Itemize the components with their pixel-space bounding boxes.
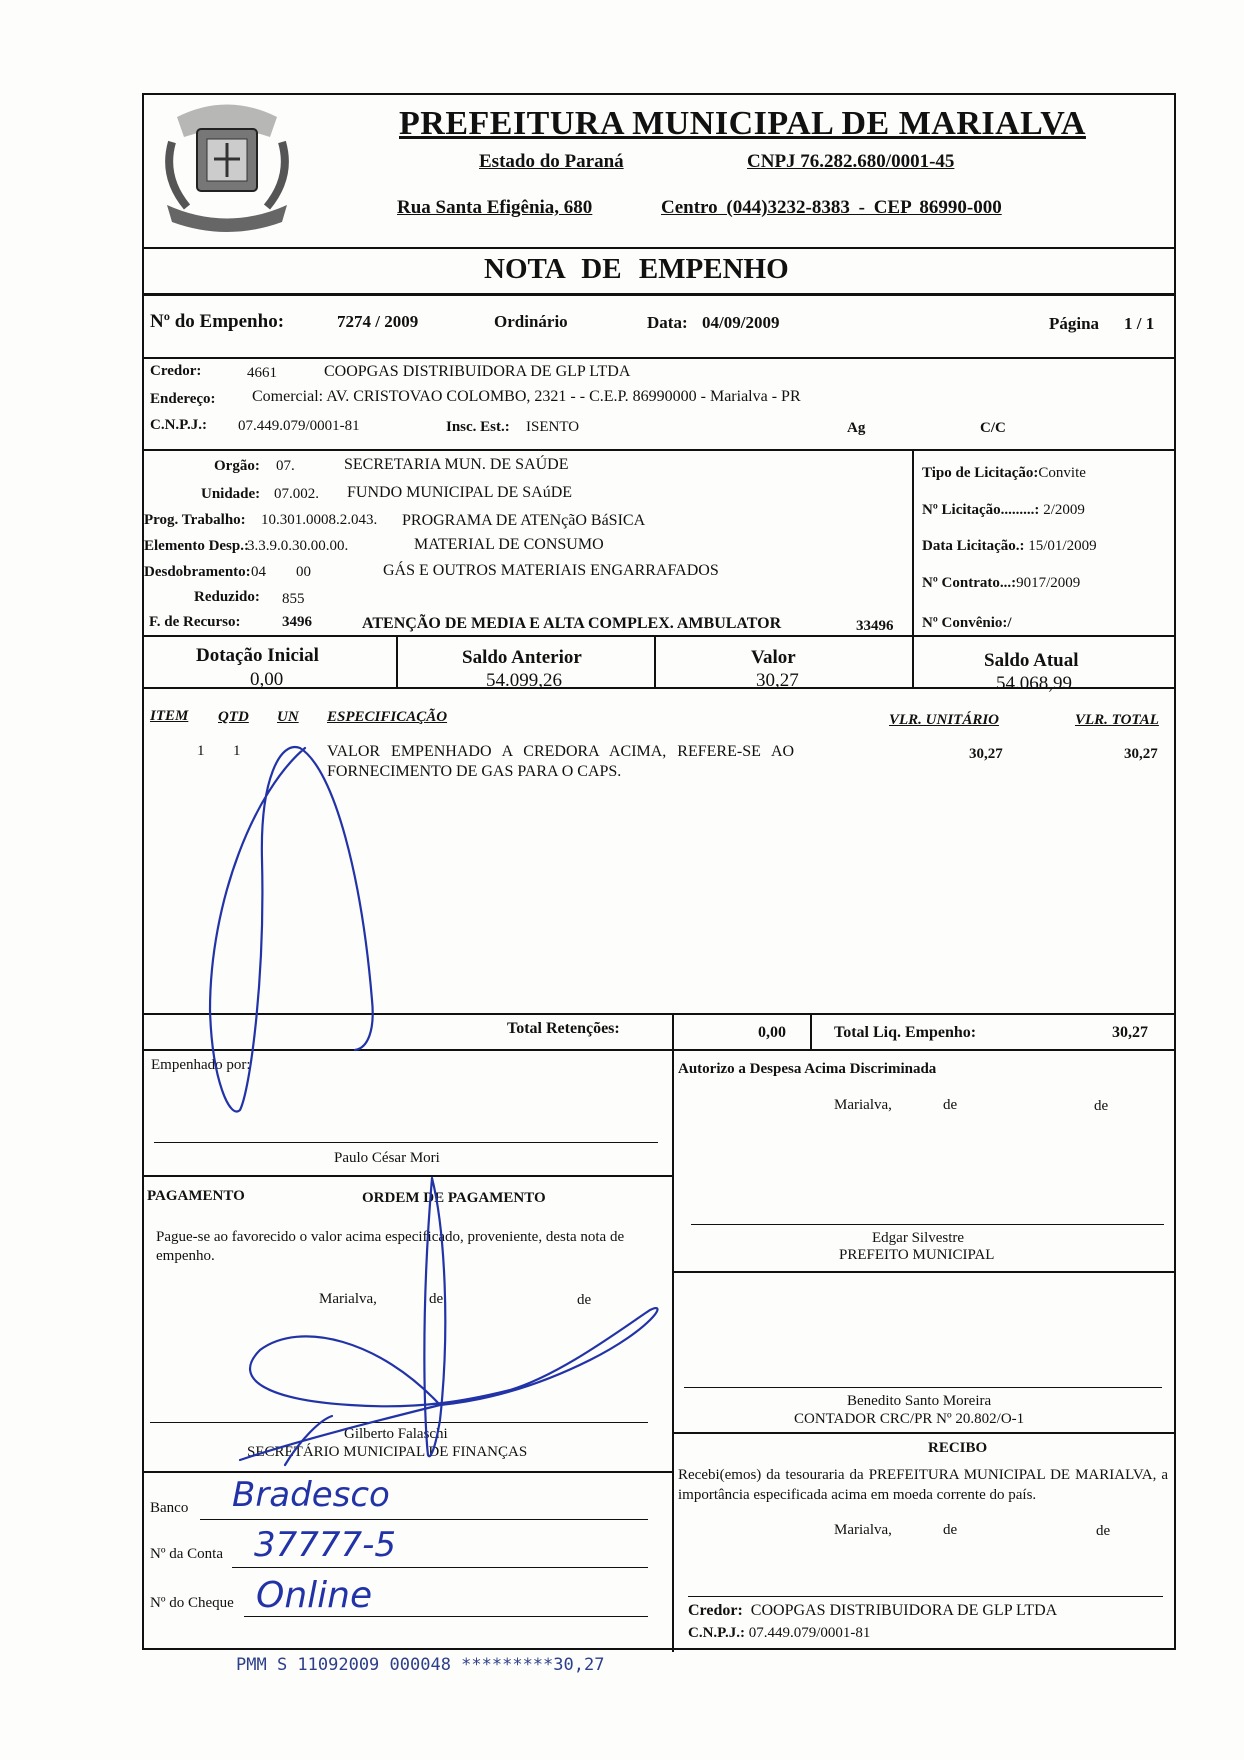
banco-value: Bradesco — [232, 1475, 390, 1515]
ag-label: Ag — [847, 420, 866, 436]
valor-value: 30,27 — [756, 670, 799, 691]
contador-role: CONTADOR CRC/PR Nº 20.802/O-1 — [794, 1411, 1025, 1427]
recibo-de-2: de — [1096, 1523, 1111, 1539]
orgao-label: Orgão: — [214, 458, 260, 474]
recurso-name: ATENÇÃO DE MEDIA E ALTA COMPLEX. AMBULATOR — [362, 615, 782, 632]
municipality-title: PREFEITURA MUNICIPAL DE MARIALVA — [399, 105, 1086, 142]
pagamento-de-2: de — [577, 1292, 592, 1308]
col-item: ITEM — [150, 708, 189, 724]
item-vlr-total: 30,27 — [1124, 746, 1158, 762]
endereco-label: Endereço: — [150, 391, 216, 407]
municipality-contact: Centro (044)3232-8383 - CEP 86990-000 — [661, 197, 1002, 218]
empenho-date-label: Data: — [647, 313, 688, 332]
conta-label: Nº da Conta — [150, 1546, 223, 1562]
dotacao-value: 0,00 — [250, 669, 284, 690]
licitacao-date: 15/01/2009 — [1028, 538, 1097, 554]
dotacao-label: Dotação Inicial — [196, 645, 319, 666]
municipality-address: Rua Santa Efigênia, 680 — [397, 197, 593, 218]
col-vlr-unitario: VLR. UNITÁRIO — [889, 712, 1000, 728]
elemento-label: Elemento Desp.: — [144, 538, 249, 554]
empenho-number: 7274 / 2009 — [337, 312, 419, 331]
empenhado-por-label: Empenhado por: — [151, 1057, 251, 1073]
desdobramento-name: GÁS E OUTROS MATERIAIS ENGARRAFADOS — [383, 562, 719, 579]
saldo-anterior-value: 54.099,26 — [486, 670, 562, 691]
pagamento-label: PAGAMENTO — [147, 1188, 245, 1204]
payment-stamp: PMM S 11092009 000048 *********30,27 — [236, 1655, 605, 1675]
col-un: UN — [277, 709, 299, 725]
autorizo-place: Marialva, — [834, 1097, 892, 1113]
credor-cnpj: 07.449.079/0001-81 — [238, 418, 360, 434]
cheque-value: Online — [256, 1575, 373, 1616]
licitacao-number-label: Nº Licitação.........: — [922, 502, 1040, 518]
desdobramento-code-1: 04 — [251, 564, 266, 580]
contrato-label: Nº Contrato...: — [922, 575, 1017, 591]
prog-code: 10.301.0008.2.043. — [261, 512, 378, 528]
pagamento-signer: Gilberto Falaschi — [344, 1426, 448, 1442]
licitacao-number: 2/2009 — [1043, 502, 1085, 518]
autorizo-de-1: de — [943, 1097, 958, 1113]
item-spec-line-1: VALOR EMPENHADO A CREDORA ACIMA, REFERE-SE AO — [327, 743, 795, 760]
recibo-place: Marialva, — [834, 1522, 892, 1538]
col-qtd: QTD — [218, 709, 249, 725]
total-retencoes-label: Total Retenções: — [507, 1020, 620, 1037]
pagamento-place: Marialva, — [319, 1291, 377, 1307]
credor-cnpj-label: C.N.P.J.: — [150, 417, 207, 433]
item-vlr-unitario: 30,27 — [969, 746, 1003, 762]
recibo-credor-label: Credor: — [688, 1602, 743, 1619]
recibo-cnpj: 07.449.079/0001-81 — [748, 1625, 871, 1641]
empenho-type: Ordinário — [494, 312, 568, 331]
total-retencoes-value: 0,00 — [758, 1024, 786, 1041]
reduzido-value: 855 — [282, 591, 305, 607]
col-especificacao: ESPECIFICAÇÃO — [327, 709, 448, 725]
licitacao-date-row — [922, 538, 1097, 555]
municipality-cnpj: CNPJ 76.282.680/0001-45 — [747, 151, 955, 172]
convenio-label: Nº Convênio:/ — [922, 615, 1012, 631]
total-liquido-value: 30,27 — [1112, 1024, 1148, 1041]
page-label: Página — [1049, 314, 1100, 333]
banco-label: Banco — [150, 1500, 189, 1516]
credor-code: 4661 — [247, 365, 277, 381]
licitacao-type: Convite — [1038, 465, 1086, 481]
valor-label: Valor — [751, 647, 796, 668]
recurso-code: 3496 — [282, 614, 312, 630]
desdobramento-code-2: 00 — [296, 564, 311, 580]
autorizo-signer: Edgar Silvestre — [872, 1230, 965, 1246]
empenhado-por-name: Paulo César Mori — [334, 1150, 440, 1166]
recibo-cnpj-row — [688, 1625, 870, 1642]
state-name: Estado do Paraná — [479, 151, 624, 172]
reduzido-label: Reduzido: — [194, 589, 260, 605]
credor-name: COOPGAS DISTRIBUIDORA DE GLP LTDA — [324, 363, 631, 380]
desdobramento-label: Desdobramento: — [144, 564, 251, 580]
conta-value: 37777-5 — [254, 1525, 397, 1565]
autorizo-role: PREFEITO MUNICIPAL — [839, 1247, 995, 1263]
unidade-label: Unidade: — [201, 486, 261, 502]
pagamento-role: SECRETÁRIO MUNICIPAL DE FINANÇAS — [247, 1444, 528, 1460]
item-spec-line-2: FORNECIMENTO DE GAS PARA O CAPS. — [327, 763, 622, 780]
unidade-name: FUNDO MUNICIPAL DE SAúDE — [347, 484, 573, 501]
elemento-name: MATERIAL DE CONSUMO — [414, 536, 604, 553]
cheque-label: Nº do Cheque — [150, 1595, 234, 1611]
contrato-row — [922, 575, 1080, 592]
recurso-label: F. de Recurso: — [149, 614, 241, 630]
empenho-date: 04/09/2009 — [702, 313, 780, 332]
coat-of-arms-logo — [152, 97, 302, 237]
recibo-de-1: de — [943, 1522, 958, 1538]
licitacao-type-label — [922, 465, 1086, 482]
prog-name: PROGRAMA DE ATENçãO BáSICA — [402, 512, 646, 529]
elemento-code: 3.3.9.0.30.00.00. — [247, 538, 349, 554]
autorizo-label: Autorizo a Despesa Acima Discriminada — [678, 1061, 937, 1077]
insc-value: ISENTO — [526, 419, 580, 435]
saldo-atual-label: Saldo Atual — [984, 650, 1079, 671]
licitacao-type-label-text: Tipo de Licitação: — [922, 465, 1039, 481]
autorizo-de-2: de — [1094, 1098, 1109, 1114]
prog-label: Prog. Trabalho: — [144, 512, 246, 528]
orgao-name: SECRETARIA MUN. DE SAÚDE — [344, 456, 569, 473]
empenho-number-label: Nº do Empenho: — [150, 311, 285, 332]
cc-label: C/C — [980, 420, 1006, 436]
page-number: 1 / 1 — [1124, 314, 1155, 333]
contrato-number: 9017/2009 — [1016, 575, 1081, 591]
endereco: Comercial: AV. CRISTOVAO COLOMBO, 2321 - - C.E.P. 86990000 - Marialva - PR — [252, 388, 801, 405]
recibo-text: Recebi(emos) da tesouraria da PREFEITURA MUNICIPAL DE MARIALVA, a importância especificada acima em moeda corrente do país. — [678, 1467, 1168, 1503]
item-qtd: 1 — [233, 743, 241, 759]
pagamento-de-1: de — [429, 1291, 444, 1307]
item-number: 1 — [197, 743, 205, 759]
saldo-anterior-label: Saldo Anterior — [462, 647, 582, 668]
licitacao-date-label: Data Licitação.: — [922, 538, 1025, 554]
saldo-atual-value: 54.068,99 — [996, 673, 1072, 694]
licitacao-number-row — [922, 502, 1085, 519]
pagamento-text: Pague-se ao favorecido o valor acima especificado, proveniente, desta nota de empenho. — [156, 1229, 625, 1264]
ordem-pagamento-title: ORDEM DE PAGAMENTO — [362, 1190, 546, 1206]
insc-label: Insc. Est.: — [446, 419, 510, 435]
empenho-form — [142, 93, 1176, 1650]
unidade-code: 07.002. — [274, 486, 319, 502]
recibo-credor: COOPGAS DISTRIBUIDORA DE GLP LTDA — [750, 1602, 1058, 1619]
recibo-credor-row — [688, 1602, 1057, 1620]
document-title: NOTA DE EMPENHO — [484, 253, 789, 285]
total-liquido-label: Total Liq. Empenho: — [834, 1024, 977, 1041]
col-vlr-total: VLR. TOTAL — [1075, 712, 1159, 728]
contador-signer: Benedito Santo Moreira — [847, 1393, 992, 1409]
recibo-cnpj-label: C.N.P.J.: — [688, 1625, 745, 1641]
credor-label: Credor: — [150, 363, 202, 379]
recurso-extra-code: 33496 — [856, 618, 894, 634]
recibo-title: RECIBO — [928, 1440, 988, 1456]
orgao-code: 07. — [276, 458, 295, 474]
